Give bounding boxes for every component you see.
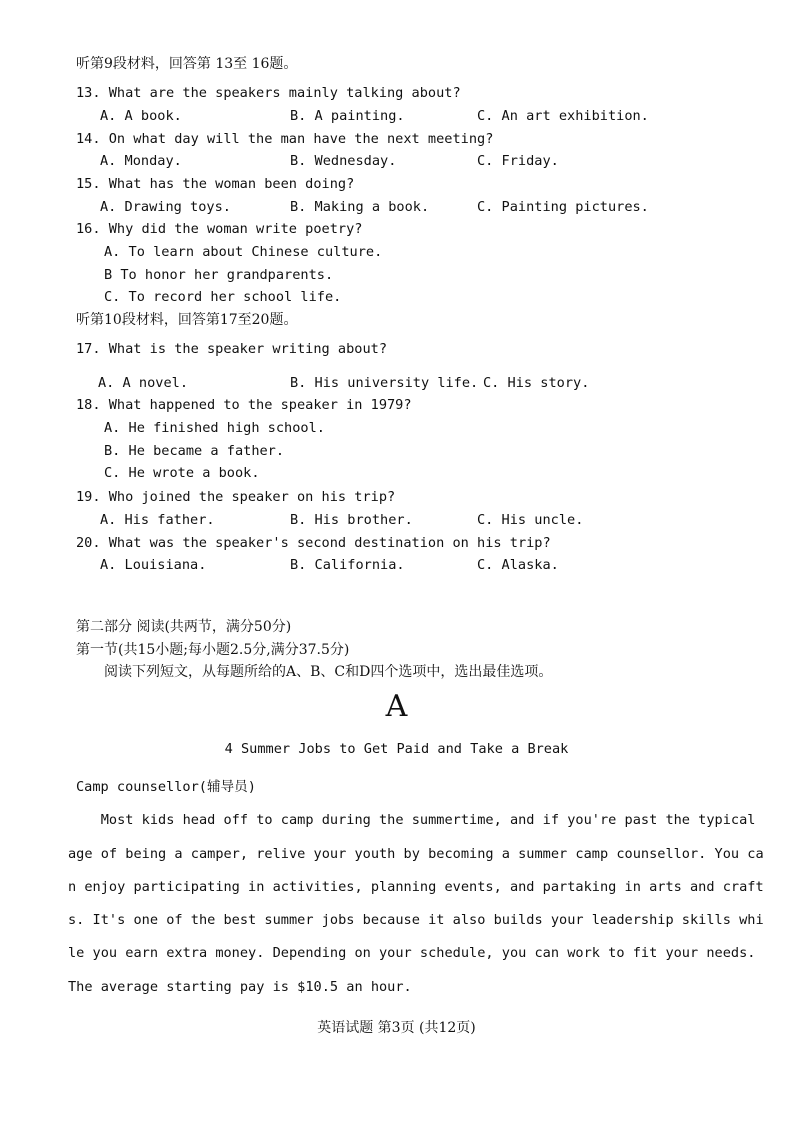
q13-option-c: C. An art exhibition. (477, 108, 649, 124)
q18-option-b: B. He became a father. (104, 443, 285, 459)
part-2-title: 第二部分 阅读(共两节，满分50分) (76, 619, 292, 635)
question-14: 14. On what day will the man have the next meeting? (76, 131, 494, 147)
q17-option-b: B. His university life. (290, 375, 479, 391)
q19-option-c: C. His uncle. (477, 512, 584, 528)
section-10-header: 听第10段材料，回答第17至20题。 (76, 312, 298, 328)
question-20: 20. What was the speaker's second destination on his trip? (76, 535, 551, 551)
q19-option-b: B. His brother. (290, 512, 413, 528)
q20-option-a: A. Louisiana. (100, 557, 207, 573)
subheading: Camp counsellor(辅导员) (76, 779, 256, 795)
question-13: 13. What are the speakers mainly talking about? (76, 85, 461, 101)
q18-option-a: A. He finished high school. (104, 420, 325, 436)
page-footer: 英语试题 第3页 (共12页) (317, 1020, 476, 1036)
q20-option-c: C. Alaska. (477, 557, 559, 573)
paragraph-line: Most kids head off to camp during the summertime, and if you're past the typical (68, 812, 756, 828)
q16-option-c: C. To record her school life. (104, 289, 342, 305)
q19-option-a: A. His father. (100, 512, 215, 528)
reading-instructions: 阅读下列短文，从每题所给的A、B、C和D四个选项中，选出最佳选项。 (104, 664, 553, 680)
question-19: 19. Who joined the speaker on his trip? (76, 489, 396, 505)
question-17: 17. What is the speaker writing about? (76, 341, 387, 357)
q17-option-a: A. A novel. (98, 375, 189, 391)
paragraph-line: le you earn extra money. Depending on your schedule, you can work to fit your needs. (68, 945, 756, 961)
q13-option-b: B. A painting. (290, 108, 405, 124)
q20-option-b: B. California. (290, 557, 405, 573)
passage-letter: A (385, 689, 408, 724)
question-15: 15. What has the woman been doing? (76, 176, 355, 192)
paragraph-line: The average starting pay is $10.5 an hour. (68, 979, 412, 995)
q15-option-b: B. Making a book. (290, 199, 430, 215)
q16-option-a: A. To learn about Chinese culture. (104, 244, 383, 260)
paragraph-line: age of being a camper, relive your youth by becoming a summer camp counsellor. You ca (68, 846, 764, 862)
q14-option-c: C. Friday. (477, 153, 559, 169)
section-1-title: 第一节(共15小题;每小题2.5分,满分37.5分) (76, 642, 350, 658)
q15-option-c: C. Painting pictures. (477, 199, 649, 215)
question-18: 18. What happened to the speaker in 1979? (76, 397, 412, 413)
paragraph-line: n enjoy participating in activities, planning events, and partaking in arts and craft (68, 879, 764, 895)
q18-option-c: C. He wrote a book. (104, 465, 260, 481)
section-9-header: 听第9段材料，回答第 13至 16题。 (76, 56, 298, 72)
question-16: 16. Why did the woman write poetry? (76, 221, 363, 237)
q15-option-a: A. Drawing toys. (100, 199, 231, 215)
passage-title: 4 Summer Jobs to Get Paid and Take a Break (224, 741, 569, 757)
q13-option-a: A. A book. (100, 108, 182, 124)
q16-option-b: B To honor her grandparents. (104, 267, 334, 283)
q14-option-a: A. Monday. (100, 153, 182, 169)
paragraph-line: s. It's one of the best summer jobs because it also builds your leadership skills whi (68, 912, 764, 928)
q14-option-b: B. Wednesday. (290, 153, 397, 169)
q17-option-c: C. His story. (483, 375, 590, 391)
